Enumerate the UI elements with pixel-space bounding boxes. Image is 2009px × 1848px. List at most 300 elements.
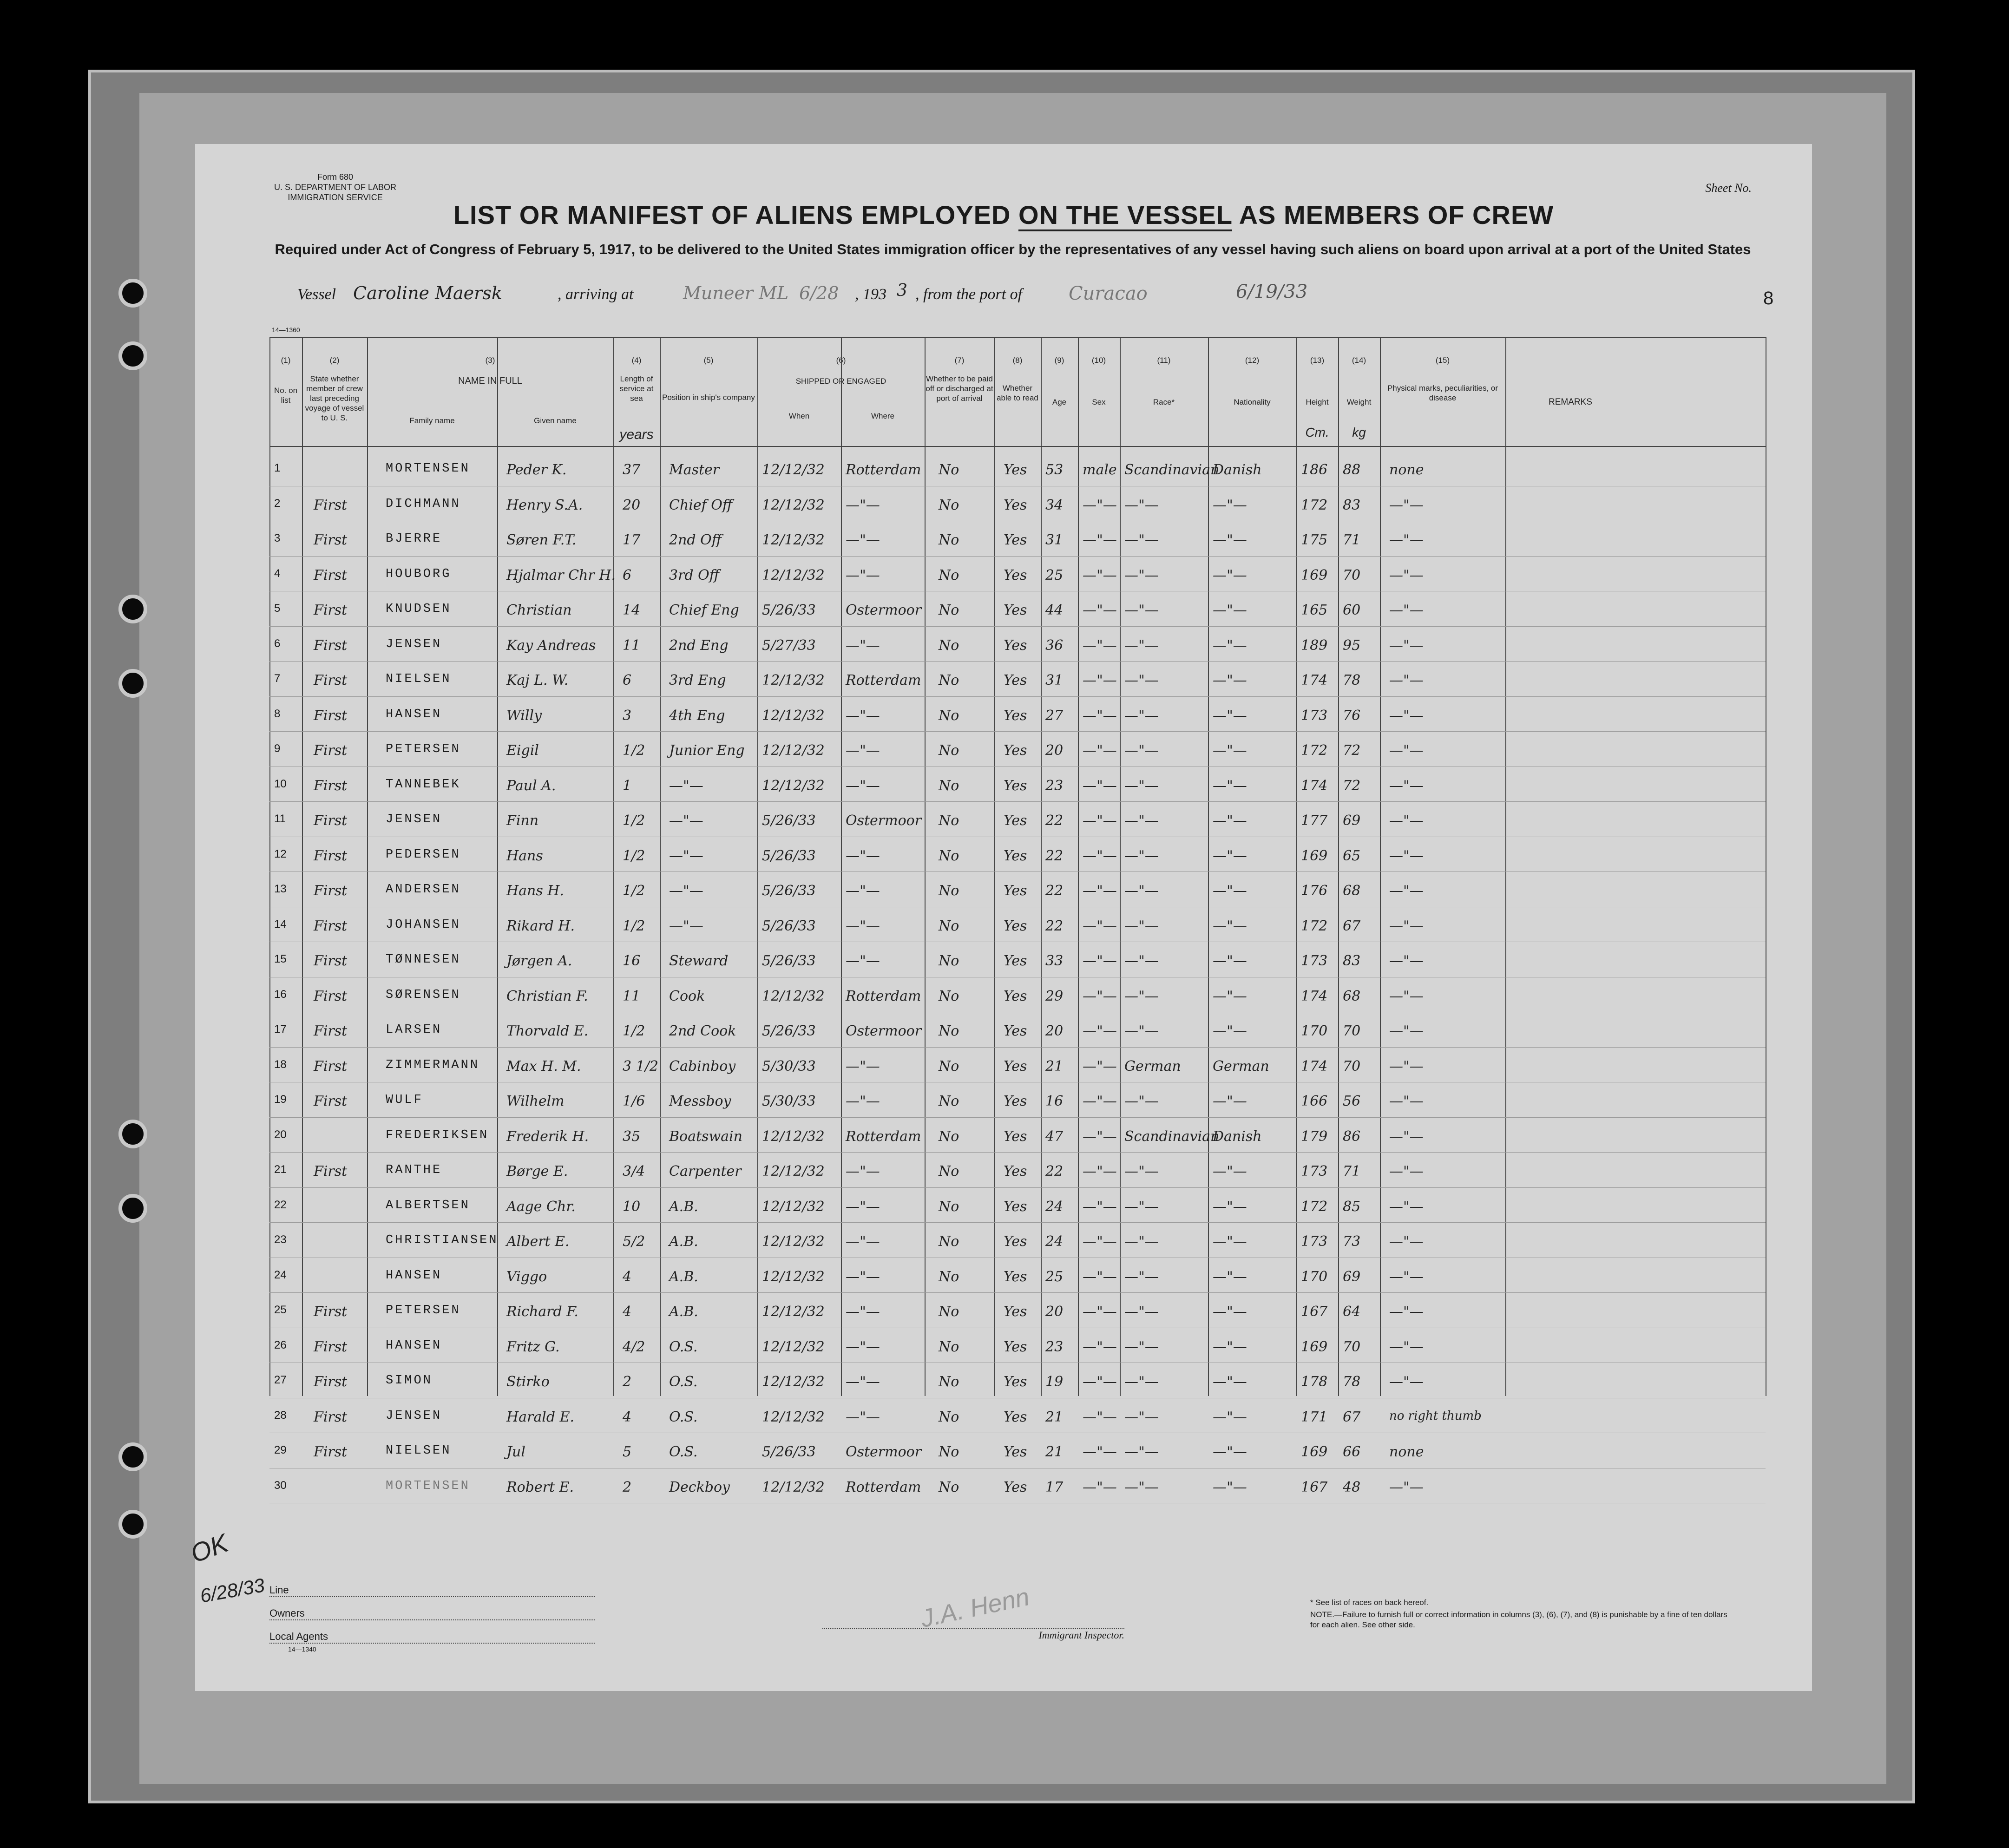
weight: 88 <box>1343 462 1361 478</box>
ship-position: Junior Eng <box>669 742 745 759</box>
engaged-where: Rotterdam <box>846 1128 921 1145</box>
height: 175 <box>1301 532 1328 548</box>
family-name: MORTENSEN <box>386 1479 470 1493</box>
table-row <box>269 661 1766 697</box>
given-name: Kaj L. W. <box>506 672 569 688</box>
row-number: 9 <box>274 742 281 755</box>
service-years: 10 <box>623 1198 641 1215</box>
service-years: 1 <box>623 777 632 794</box>
engaged-when: 12/12/32 <box>762 1128 825 1145</box>
nationality: —"— <box>1213 1023 1247 1039</box>
able-to-read: Yes <box>1004 953 1027 969</box>
given-name: Aage Chr. <box>506 1198 576 1215</box>
service-years: 1/2 <box>623 1023 645 1039</box>
ship-position: A.B. <box>669 1268 698 1285</box>
table-row <box>269 1152 1766 1188</box>
service-years: 11 <box>623 988 641 1004</box>
sex: —"— <box>1083 1233 1117 1250</box>
able-to-read: Yes <box>1004 813 1027 829</box>
service-years: 4 <box>623 1268 632 1285</box>
weight: 68 <box>1343 988 1361 1004</box>
physical-marks: —"— <box>1389 1093 1424 1109</box>
height: 176 <box>1301 883 1328 899</box>
previous-voyage: First <box>314 637 348 654</box>
able-to-read: Yes <box>1004 742 1027 759</box>
ship-position: Chief Off <box>669 497 733 513</box>
engaged-when: 12/12/32 <box>762 1479 825 1495</box>
table-row <box>269 731 1766 767</box>
ship-position: Steward <box>669 953 729 969</box>
height: 167 <box>1301 1479 1328 1495</box>
weight: 70 <box>1343 1058 1361 1075</box>
physical-marks: none <box>1389 1444 1424 1460</box>
family-name: ALBERTSEN <box>386 1198 470 1212</box>
weight: 48 <box>1343 1479 1361 1495</box>
family-name: HOUBORG <box>386 567 452 581</box>
service-years: 4 <box>623 1304 632 1320</box>
weight: 71 <box>1343 532 1361 548</box>
family-name: HANSEN <box>386 707 442 721</box>
nationality: —"— <box>1213 497 1247 513</box>
ship-position: Cook <box>669 988 705 1004</box>
engaged-when: 5/30/33 <box>762 1058 816 1075</box>
sex: —"— <box>1083 777 1117 794</box>
row-number: 21 <box>274 1163 287 1176</box>
engaged-when: 12/12/32 <box>762 707 825 724</box>
family-name: JENSEN <box>386 637 442 651</box>
race: —"— <box>1124 1479 1159 1495</box>
col-no: No. on list <box>274 386 298 405</box>
ship-position: Chief Eng <box>669 602 739 618</box>
col-position: Position in ship's company <box>662 393 755 402</box>
height: 167 <box>1301 1304 1328 1320</box>
physical-marks: —"— <box>1389 1374 1424 1390</box>
given-name: Rikard H. <box>506 917 575 934</box>
service-years: 4/2 <box>623 1338 645 1355</box>
service-years: 3 <box>623 707 632 724</box>
sex: —"— <box>1083 1479 1117 1495</box>
family-name: PEDERSEN <box>386 847 461 862</box>
table-row <box>269 696 1766 733</box>
sex: —"— <box>1083 1128 1117 1145</box>
weight: 70 <box>1343 567 1361 583</box>
given-name: Willy <box>506 707 542 724</box>
age: 34 <box>1045 497 1064 513</box>
height: 166 <box>1301 1093 1328 1109</box>
race: —"— <box>1124 1093 1159 1109</box>
sex: —"— <box>1083 742 1117 759</box>
physical-marks: —"— <box>1389 1479 1424 1495</box>
physical-marks: no right thumb <box>1389 1409 1482 1423</box>
paid-off: No <box>939 988 959 1004</box>
paid-off: No <box>939 532 959 548</box>
table-row <box>269 1398 1766 1434</box>
nationality: —"— <box>1213 813 1247 829</box>
given-name: Hjalmar Chr H. <box>506 567 616 583</box>
race: —"— <box>1124 1444 1159 1460</box>
races-note: * See list of races on back hereof. <box>1310 1598 1429 1607</box>
age: 21 <box>1045 1444 1064 1460</box>
age: 24 <box>1045 1233 1064 1250</box>
age: 23 <box>1045 777 1064 794</box>
engaged-when: 12/12/32 <box>762 1163 825 1180</box>
family-name: SIMON <box>386 1374 433 1388</box>
from-port: Curacao <box>1069 283 1148 304</box>
weight: 78 <box>1343 1374 1361 1390</box>
paid-off: No <box>939 1163 959 1180</box>
weight: 69 <box>1343 1268 1361 1285</box>
row-number: 16 <box>274 988 287 1001</box>
ship-position: 4th Eng <box>669 707 725 724</box>
ship-position: O.S. <box>669 1338 698 1355</box>
table-row <box>269 1222 1766 1258</box>
nationality: —"— <box>1213 953 1247 969</box>
race: German <box>1124 1058 1181 1075</box>
height: 174 <box>1301 777 1328 794</box>
given-name: Søren F.T. <box>506 532 577 548</box>
given-name: Max H. M. <box>506 1058 581 1075</box>
nationality: —"— <box>1213 1268 1247 1285</box>
height: 172 <box>1301 917 1328 934</box>
paid-off: No <box>939 1023 959 1039</box>
paid-off: No <box>939 1444 959 1460</box>
nationality: Danish <box>1213 1128 1262 1145</box>
engaged-where: Rotterdam <box>846 462 921 478</box>
age: 33 <box>1045 953 1064 969</box>
paid-off: No <box>939 497 959 513</box>
nationality: —"— <box>1213 988 1247 1004</box>
height: 179 <box>1301 1128 1328 1145</box>
paid-off: No <box>939 883 959 899</box>
row-number: 24 <box>274 1268 287 1281</box>
arriving-port: Muneer ML <box>683 283 789 303</box>
race: —"— <box>1124 917 1159 934</box>
weight: 76 <box>1343 707 1361 724</box>
previous-voyage: First <box>314 1374 348 1390</box>
paid-off: No <box>939 1479 959 1495</box>
nationality: German <box>1213 1058 1269 1075</box>
previous-voyage: First <box>314 1444 348 1460</box>
physical-marks: —"— <box>1389 1304 1424 1320</box>
previous-voyage: First <box>314 847 348 864</box>
paid-off: No <box>939 567 959 583</box>
age: 21 <box>1045 1058 1064 1075</box>
able-to-read: Yes <box>1004 1409 1027 1425</box>
ship-position: —"— <box>669 847 703 864</box>
able-to-read: Yes <box>1004 1058 1027 1075</box>
row-number: 30 <box>274 1479 287 1492</box>
service-years: 17 <box>623 532 641 548</box>
physical-marks: —"— <box>1389 883 1424 899</box>
sex: —"— <box>1083 917 1117 934</box>
row-number: 20 <box>274 1128 287 1141</box>
engaged-when: 5/26/33 <box>762 602 816 618</box>
row-number: 2 <box>274 497 281 510</box>
given-name: Albert E. <box>506 1233 570 1250</box>
physical-marks: —"— <box>1389 1058 1424 1075</box>
sex: —"— <box>1083 813 1117 829</box>
able-to-read: Yes <box>1004 1163 1027 1180</box>
arriving-date: 6/28 <box>799 283 839 303</box>
physical-marks: —"— <box>1389 988 1424 1004</box>
able-to-read: Yes <box>1004 1338 1027 1355</box>
service-years: 6 <box>623 567 632 583</box>
service-years: 1/2 <box>623 883 645 899</box>
race: Scandinavian <box>1124 1128 1220 1145</box>
race: —"— <box>1124 1338 1159 1355</box>
paid-off: No <box>939 637 959 654</box>
service-years: 6 <box>623 672 632 688</box>
weight: 66 <box>1343 1444 1361 1460</box>
sheet-number: 8 <box>1763 288 1774 308</box>
form-number: Form 680 <box>317 172 354 182</box>
engaged-where: —"— <box>846 1058 880 1075</box>
paid-off: No <box>939 1268 959 1285</box>
table-row <box>269 1258 1766 1294</box>
family-name: WULF <box>386 1093 423 1107</box>
physical-marks: —"— <box>1389 532 1424 548</box>
sex: —"— <box>1083 707 1117 724</box>
engaged-where: —"— <box>846 1409 880 1425</box>
given-name: Robert E. <box>506 1479 574 1495</box>
paid-off: No <box>939 917 959 934</box>
punch-hole <box>118 1120 147 1148</box>
race: —"— <box>1124 777 1159 794</box>
nationality: —"— <box>1213 637 1247 654</box>
previous-voyage: First <box>314 1023 348 1039</box>
service-name: IMMIGRATION SERVICE <box>288 193 383 202</box>
given-name: Hans <box>506 847 543 864</box>
engaged-where: Ostermoor <box>846 813 922 829</box>
sex: —"— <box>1083 1444 1117 1460</box>
family-name: JENSEN <box>386 813 442 826</box>
ship-position: O.S. <box>669 1444 698 1460</box>
sex: —"— <box>1083 1338 1117 1355</box>
row-number: 26 <box>274 1338 287 1351</box>
sex: —"— <box>1083 1058 1117 1075</box>
able-to-read: Yes <box>1004 497 1027 513</box>
service-years: 2 <box>623 1479 632 1495</box>
ship-position: 2nd Cook <box>669 1023 736 1039</box>
able-to-read: Yes <box>1004 1304 1027 1320</box>
height: 170 <box>1301 1023 1328 1039</box>
row-number: 6 <box>274 637 281 650</box>
punch-hole <box>118 1510 147 1539</box>
race: Scandinavian <box>1124 462 1220 478</box>
row-number: 15 <box>274 953 287 965</box>
age: 16 <box>1045 1093 1064 1109</box>
punch-hole <box>118 595 147 623</box>
height: 172 <box>1301 1198 1328 1215</box>
given-name: Harald E. <box>506 1409 575 1425</box>
header-rule <box>269 446 1766 447</box>
nationality: —"— <box>1213 672 1247 688</box>
nationality: —"— <box>1213 707 1247 724</box>
race: —"— <box>1124 1233 1159 1250</box>
row-number: 22 <box>274 1198 287 1211</box>
weight: 78 <box>1343 672 1361 688</box>
able-to-read: Yes <box>1004 707 1027 724</box>
age: 25 <box>1045 567 1064 583</box>
vessel-line: Vessel Caroline Maersk , arriving at Muneer ML 6/28 , 193 3 , from the port of Curacao 6/19/33 <box>297 281 1308 304</box>
able-to-read: Yes <box>1004 1374 1027 1390</box>
engaged-where: —"— <box>846 847 880 864</box>
row-number: 7 <box>274 672 281 685</box>
nationality: —"— <box>1213 1444 1247 1460</box>
able-to-read: Yes <box>1004 637 1027 654</box>
given-name: Jørgen A. <box>506 953 572 969</box>
sex: —"— <box>1083 847 1117 864</box>
race: —"— <box>1124 953 1159 969</box>
height: 169 <box>1301 847 1328 864</box>
row-number: 3 <box>274 532 281 544</box>
race: —"— <box>1124 1023 1159 1039</box>
engaged-when: 12/12/32 <box>762 1374 825 1390</box>
weight: 67 <box>1343 1409 1361 1425</box>
weight: 68 <box>1343 883 1361 899</box>
previous-voyage: First <box>314 917 348 934</box>
given-name: Fritz G. <box>506 1338 560 1355</box>
sex: —"— <box>1083 1268 1117 1285</box>
height: 169 <box>1301 1444 1328 1460</box>
race: —"— <box>1124 813 1159 829</box>
paid-off: No <box>939 1338 959 1355</box>
age: 47 <box>1045 1128 1064 1145</box>
ship-position: Master <box>669 462 720 478</box>
col-nationality: Nationality <box>1234 398 1271 406</box>
race: —"— <box>1124 532 1159 548</box>
engaged-where: —"— <box>846 777 880 794</box>
physical-marks: —"— <box>1389 1233 1424 1250</box>
nationality: —"— <box>1213 1374 1247 1390</box>
ship-position: 2nd Off <box>669 532 722 548</box>
able-to-read: Yes <box>1004 567 1027 583</box>
weight: 95 <box>1343 637 1361 654</box>
engaged-where: —"— <box>846 1268 880 1285</box>
table-row <box>269 872 1766 908</box>
family-name: RANTHE <box>386 1163 442 1177</box>
race: —"— <box>1124 1163 1159 1180</box>
engaged-where: —"— <box>846 1338 880 1355</box>
weight: 71 <box>1343 1163 1361 1180</box>
nationality: —"— <box>1213 1233 1247 1250</box>
sex: —"— <box>1083 953 1117 969</box>
family-name: PETERSEN <box>386 1304 461 1317</box>
sex: —"— <box>1083 1198 1117 1215</box>
family-name: TØNNESEN <box>386 953 461 967</box>
engaged-when: 5/26/33 <box>762 953 816 969</box>
able-to-read: Yes <box>1004 1023 1027 1039</box>
family-name: HANSEN <box>386 1338 442 1353</box>
paid-off: No <box>939 777 959 794</box>
previous-voyage: First <box>314 1409 348 1425</box>
able-to-read: Yes <box>1004 672 1027 688</box>
family-name: CHRISTIANSEN <box>386 1233 499 1247</box>
given-name: Peder K. <box>506 462 567 478</box>
table-row <box>269 1468 1766 1504</box>
height: 174 <box>1301 988 1328 1004</box>
table-row <box>269 1117 1766 1153</box>
previous-voyage: First <box>314 1093 348 1109</box>
paid-off: No <box>939 1128 959 1145</box>
height: 174 <box>1301 1058 1328 1075</box>
age: 22 <box>1045 883 1064 899</box>
family-name: FREDERIKSEN <box>386 1128 489 1142</box>
ship-position: Messboy <box>669 1093 731 1109</box>
punch-hole <box>118 341 147 370</box>
table-row <box>269 1363 1766 1399</box>
able-to-read: Yes <box>1004 883 1027 899</box>
physical-marks: —"— <box>1389 777 1424 794</box>
engaged-when: 12/12/32 <box>762 497 825 513</box>
service-years: 37 <box>623 462 641 478</box>
row-number: 28 <box>274 1409 287 1422</box>
age: 22 <box>1045 847 1064 864</box>
engaged-where: —"— <box>846 637 880 654</box>
service-years: 20 <box>623 497 641 513</box>
given-name: Eigil <box>506 742 539 759</box>
able-to-read: Yes <box>1004 1198 1027 1215</box>
able-to-read: Yes <box>1004 1444 1027 1460</box>
engaged-where: Rotterdam <box>846 672 921 688</box>
given-name: Hans H. <box>506 883 564 899</box>
row-number: 1 <box>274 462 281 474</box>
previous-voyage: First <box>314 567 348 583</box>
race: —"— <box>1124 847 1159 864</box>
age: 20 <box>1045 1023 1064 1039</box>
engaged-where: —"— <box>846 917 880 934</box>
engaged-when: 12/12/32 <box>762 462 825 478</box>
punch-hole <box>118 1194 147 1223</box>
ship-position: A.B. <box>669 1233 698 1250</box>
physical-marks: —"— <box>1389 813 1424 829</box>
ship-position: A.B. <box>669 1198 698 1215</box>
family-name: NIELSEN <box>386 672 452 686</box>
paid-off: No <box>939 672 959 688</box>
sheet-label: Sheet No. <box>1705 181 1752 195</box>
physical-marks: —"— <box>1389 637 1424 654</box>
table-row <box>269 977 1766 1013</box>
nationality: —"— <box>1213 847 1247 864</box>
age: 20 <box>1045 742 1064 759</box>
engaged-where: —"— <box>846 707 880 724</box>
ship-position: Carpenter <box>669 1163 742 1180</box>
nationality: —"— <box>1213 1409 1247 1425</box>
service-years: 1/2 <box>623 917 645 934</box>
given-name: Christian F. <box>506 988 588 1004</box>
weight: 60 <box>1343 602 1361 618</box>
given-name: Børge E. <box>506 1163 568 1180</box>
family-name: HANSEN <box>386 1268 442 1283</box>
nationality: —"— <box>1213 1338 1247 1355</box>
service-years: 1/2 <box>623 742 645 759</box>
table-row <box>269 521 1766 557</box>
service-years: 1/2 <box>623 813 645 829</box>
age: 53 <box>1045 462 1064 478</box>
engaged-where: —"— <box>846 1163 880 1180</box>
physical-marks: —"— <box>1389 1023 1424 1039</box>
col-marks: Physical marks, peculiarities, or disease <box>1387 384 1498 402</box>
sex: —"— <box>1083 602 1117 618</box>
height: 169 <box>1301 1338 1328 1355</box>
row-number: 23 <box>274 1233 287 1246</box>
col-height: Height <box>1306 398 1329 406</box>
owners-field: Owners <box>269 1607 595 1620</box>
weight: 70 <box>1343 1023 1361 1039</box>
manifest-subtitle: Required under Act of Congress of February 5, 1917, to be delivered to the United States immigration officer by the representatives of any vessel having such aliens on board upon arrival at a port of the United States <box>275 241 1751 257</box>
family-name: ANDERSEN <box>386 883 461 897</box>
given-name: Paul A. <box>506 777 556 794</box>
